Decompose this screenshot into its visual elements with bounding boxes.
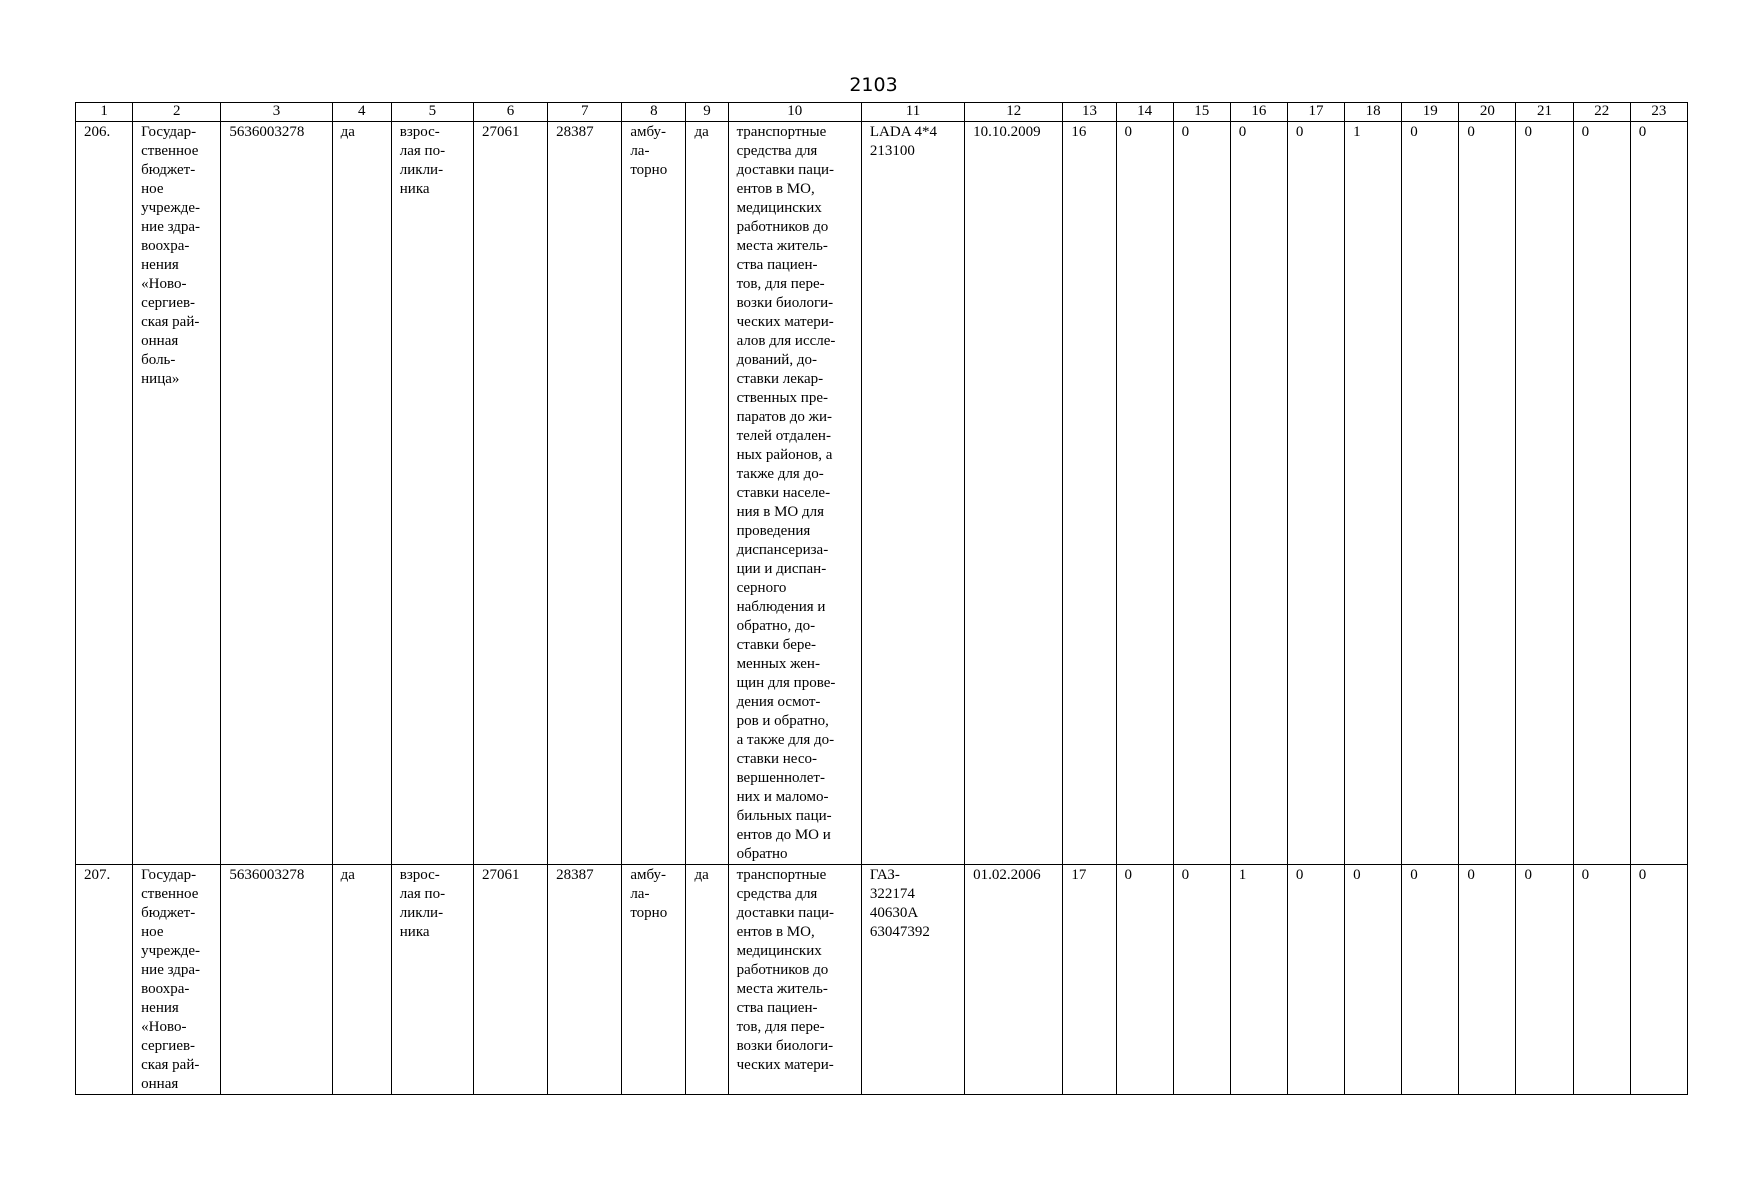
table-cell: 0 bbox=[1345, 865, 1402, 1095]
column-header: 19 bbox=[1402, 103, 1459, 122]
table-cell: 0 bbox=[1630, 865, 1687, 1095]
column-header: 23 bbox=[1630, 103, 1687, 122]
table-cell: 27061 bbox=[473, 865, 547, 1095]
table-row bbox=[76, 865, 1688, 1095]
table-cell: 0 bbox=[1287, 122, 1344, 865]
table-cell: 27061 bbox=[473, 122, 547, 865]
table-cell: транспортные средства для доставки паци- ентов в МО, медицинских работников до места житель- ства пациен- тов, для пере- возки биологи- ческих матери- алов для иссле- дований, до- ставки лекар- ственных пре- паратов до жи- телей отдален- ных районов, а также для до- ставки населе- ния в МО для проведения диспансериза- ции и диспан- серного наблюдения и обратно, до- ставки бере- менных жен- щин для прове- дения осмот- ров и обратно, а также для до- ставки несо- вершеннолет- них и маломо- бильных паци- ентов до МО и обратно bbox=[728, 122, 861, 865]
table-cell: 5636003278 bbox=[221, 865, 332, 1095]
table-cell: 16 bbox=[1063, 122, 1116, 865]
column-header: 14 bbox=[1116, 103, 1173, 122]
column-header: 8 bbox=[622, 103, 686, 122]
table-cell: 0 bbox=[1630, 122, 1687, 865]
column-header: 5 bbox=[391, 103, 473, 122]
table-cell: LADA 4*4 213100 bbox=[861, 122, 964, 865]
table-cell: 0 bbox=[1116, 865, 1173, 1095]
column-header: 3 bbox=[221, 103, 332, 122]
table-cell: взрос- лая по- ликли- ника bbox=[391, 865, 473, 1095]
column-header: 11 bbox=[861, 103, 964, 122]
table-cell: ГАЗ- 322174 40630А 63047392 bbox=[861, 865, 964, 1095]
column-header: 7 bbox=[548, 103, 622, 122]
table-cell: 0 bbox=[1573, 865, 1630, 1095]
column-header: 6 bbox=[473, 103, 547, 122]
column-header: 18 bbox=[1345, 103, 1402, 122]
table-cell: 1 bbox=[1345, 122, 1402, 865]
table-cell: 0 bbox=[1230, 122, 1287, 865]
table-cell: 0 bbox=[1516, 122, 1573, 865]
table-cell: 0 bbox=[1173, 122, 1230, 865]
column-header: 13 bbox=[1063, 103, 1116, 122]
column-header: 4 bbox=[332, 103, 391, 122]
table-cell: да bbox=[332, 122, 391, 865]
table-cell: 206. bbox=[76, 122, 133, 865]
page-number: 2103 bbox=[849, 74, 898, 96]
table-cell: 28387 bbox=[548, 865, 622, 1095]
table-cell: 0 bbox=[1402, 122, 1459, 865]
table-cell: да bbox=[686, 122, 728, 865]
column-header: 12 bbox=[965, 103, 1063, 122]
table-cell: 207. bbox=[76, 865, 133, 1095]
table-cell: 0 bbox=[1516, 865, 1573, 1095]
column-header: 15 bbox=[1173, 103, 1230, 122]
column-header: 9 bbox=[686, 103, 728, 122]
table-cell: транспортные средства для доставки паци- ентов в МО, медицинских работников до места житель- ства пациен- тов, для пере- возки биологи- ческих матери- bbox=[728, 865, 861, 1095]
column-header: 21 bbox=[1516, 103, 1573, 122]
column-header: 17 bbox=[1287, 103, 1344, 122]
table-cell: амбу- ла- торно bbox=[622, 865, 686, 1095]
column-header: 22 bbox=[1573, 103, 1630, 122]
table-cell: да bbox=[686, 865, 728, 1095]
table-cell: 1 bbox=[1230, 865, 1287, 1095]
table-cell: да bbox=[332, 865, 391, 1095]
table-cell: 01.02.2006 bbox=[965, 865, 1063, 1095]
column-header: 10 bbox=[728, 103, 861, 122]
table-cell: 0 bbox=[1459, 865, 1516, 1095]
table-cell: 0 bbox=[1402, 865, 1459, 1095]
table-cell: 5636003278 bbox=[221, 122, 332, 865]
table-cell: амбу- ла- торно bbox=[622, 122, 686, 865]
table-cell: Государ- ственное бюджет- ное учрежде- ние здра- воохра- нения «Ново- сергиев- ская рай- онная bbox=[133, 865, 221, 1095]
table-cell: 0 bbox=[1573, 122, 1630, 865]
column-header: 1 bbox=[76, 103, 133, 122]
table-cell: 17 bbox=[1063, 865, 1116, 1095]
table-cell: 10.10.2009 bbox=[965, 122, 1063, 865]
table-cell: 0 bbox=[1116, 122, 1173, 865]
column-header: 2 bbox=[133, 103, 221, 122]
table-cell: взрос- лая по- ликли- ника bbox=[391, 122, 473, 865]
table-row bbox=[76, 122, 1688, 865]
table-cell: 0 bbox=[1287, 865, 1344, 1095]
column-header: 16 bbox=[1230, 103, 1287, 122]
column-number-header bbox=[76, 103, 1688, 122]
table-cell: 0 bbox=[1459, 122, 1516, 865]
table-cell: 0 bbox=[1173, 865, 1230, 1095]
table-cell: Государ- ственное бюджет- ное учрежде- ние здра- воохра- нения «Ново- сергиев- ская рай- онная боль- ница» bbox=[133, 122, 221, 865]
vehicle-register-table bbox=[75, 102, 1688, 1095]
column-header: 20 bbox=[1459, 103, 1516, 122]
table-cell: 28387 bbox=[548, 122, 622, 865]
